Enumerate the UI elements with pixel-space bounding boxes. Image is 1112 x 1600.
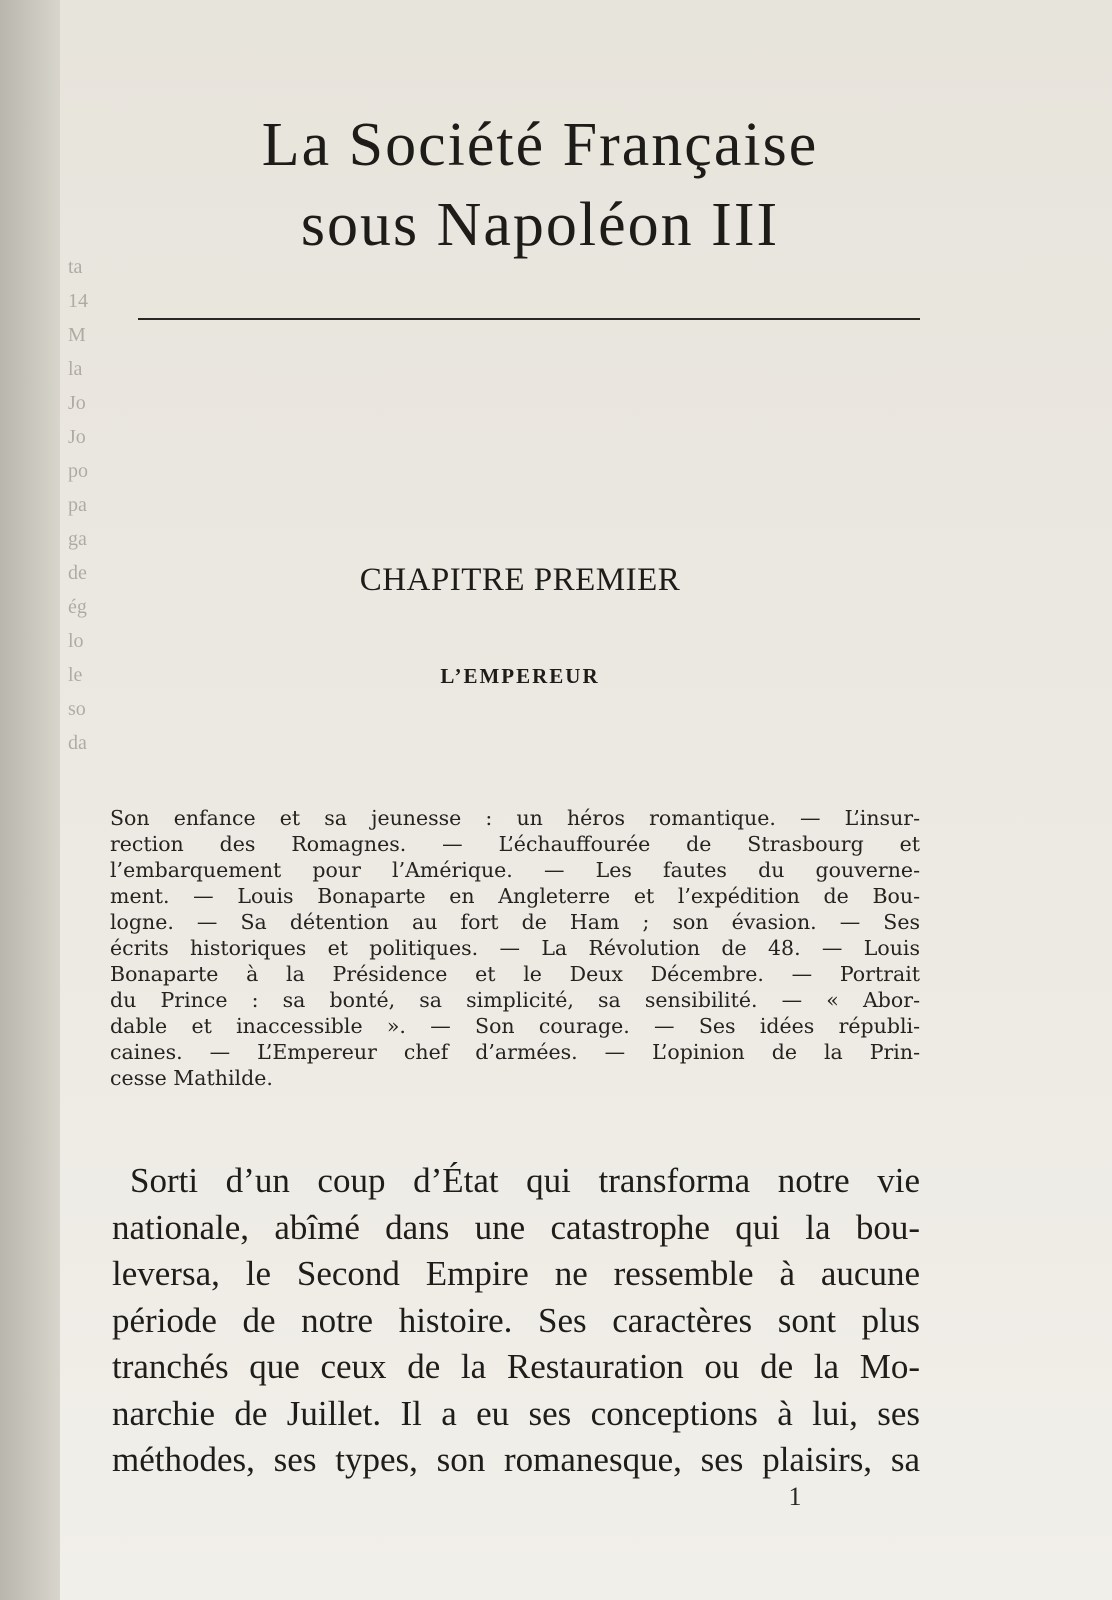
facing-page-bleed: ta 14 M la Jo Jo po pa ga de ég lo le so da xyxy=(68,256,88,754)
summary-line: Bonaparte à la Présidence et le Deux Décembre. — Portrait xyxy=(110,962,920,986)
summary-line: rection des Romagnes. — L’échauffourée de Strasbourg et xyxy=(110,832,920,856)
summary-line: dable et inaccessible ». — Son courage. — Ses idées républi- xyxy=(110,1014,920,1038)
summary-line: ment. — Louis Bonaparte en Angleterre et l’expédition de Bou- xyxy=(110,884,920,908)
chapter-subheading: L’EMPEREUR xyxy=(440,664,600,688)
summary-line: écrits historiques et politiques. — La Révolution de 48. — Louis xyxy=(110,936,920,960)
title-line: sous Napoléon III xyxy=(300,191,780,259)
summary-line: l’embarquement pour l’Amérique. — Les fautes du gouverne- xyxy=(110,858,920,882)
body-line: Sorti d’un coup d’État qui transforma notre vie xyxy=(130,1161,920,1200)
title-line: La Société Française xyxy=(261,111,819,179)
body-line: narchie de Juillet. Il a eu ses conceptions à lui, ses xyxy=(112,1393,920,1433)
body-line: méthodes, ses types, son romanesque, ses plaisirs, sa xyxy=(112,1440,920,1479)
summary-line: cesse Mathilde. xyxy=(110,1066,273,1090)
body-line: leversa, le Second Empire ne ressemble à aucune xyxy=(112,1254,920,1293)
page-number: 1 xyxy=(788,1482,802,1511)
summary-line: du Prince : sa bonté, sa simplicité, sa sensibilité. — « Abor- xyxy=(110,988,920,1012)
body-paragraph xyxy=(112,1158,920,1484)
body-line: tranchés que ceux de la Restauration ou de la Mo- xyxy=(112,1347,920,1386)
summary-line: caines. — L’Empereur chef d’armées. — L’opinion de la Prin- xyxy=(110,1040,920,1064)
chapter-summary xyxy=(110,805,920,1091)
body-line: période de notre histoire. Ses caractères sont plus xyxy=(112,1300,920,1340)
title-divider xyxy=(138,318,920,320)
chapter-heading: CHAPITRE PREMIER xyxy=(359,562,681,598)
summary-line: logne. — Sa détention au fort de Ham ; son évasion. — Ses xyxy=(110,910,920,934)
book-title xyxy=(180,105,900,265)
body-line: nationale, abîmé dans une catastrophe qui la bou- xyxy=(112,1207,920,1247)
summary-line: Son enfance et sa jeunesse : un héros romantique. — L’insur- xyxy=(110,806,920,830)
